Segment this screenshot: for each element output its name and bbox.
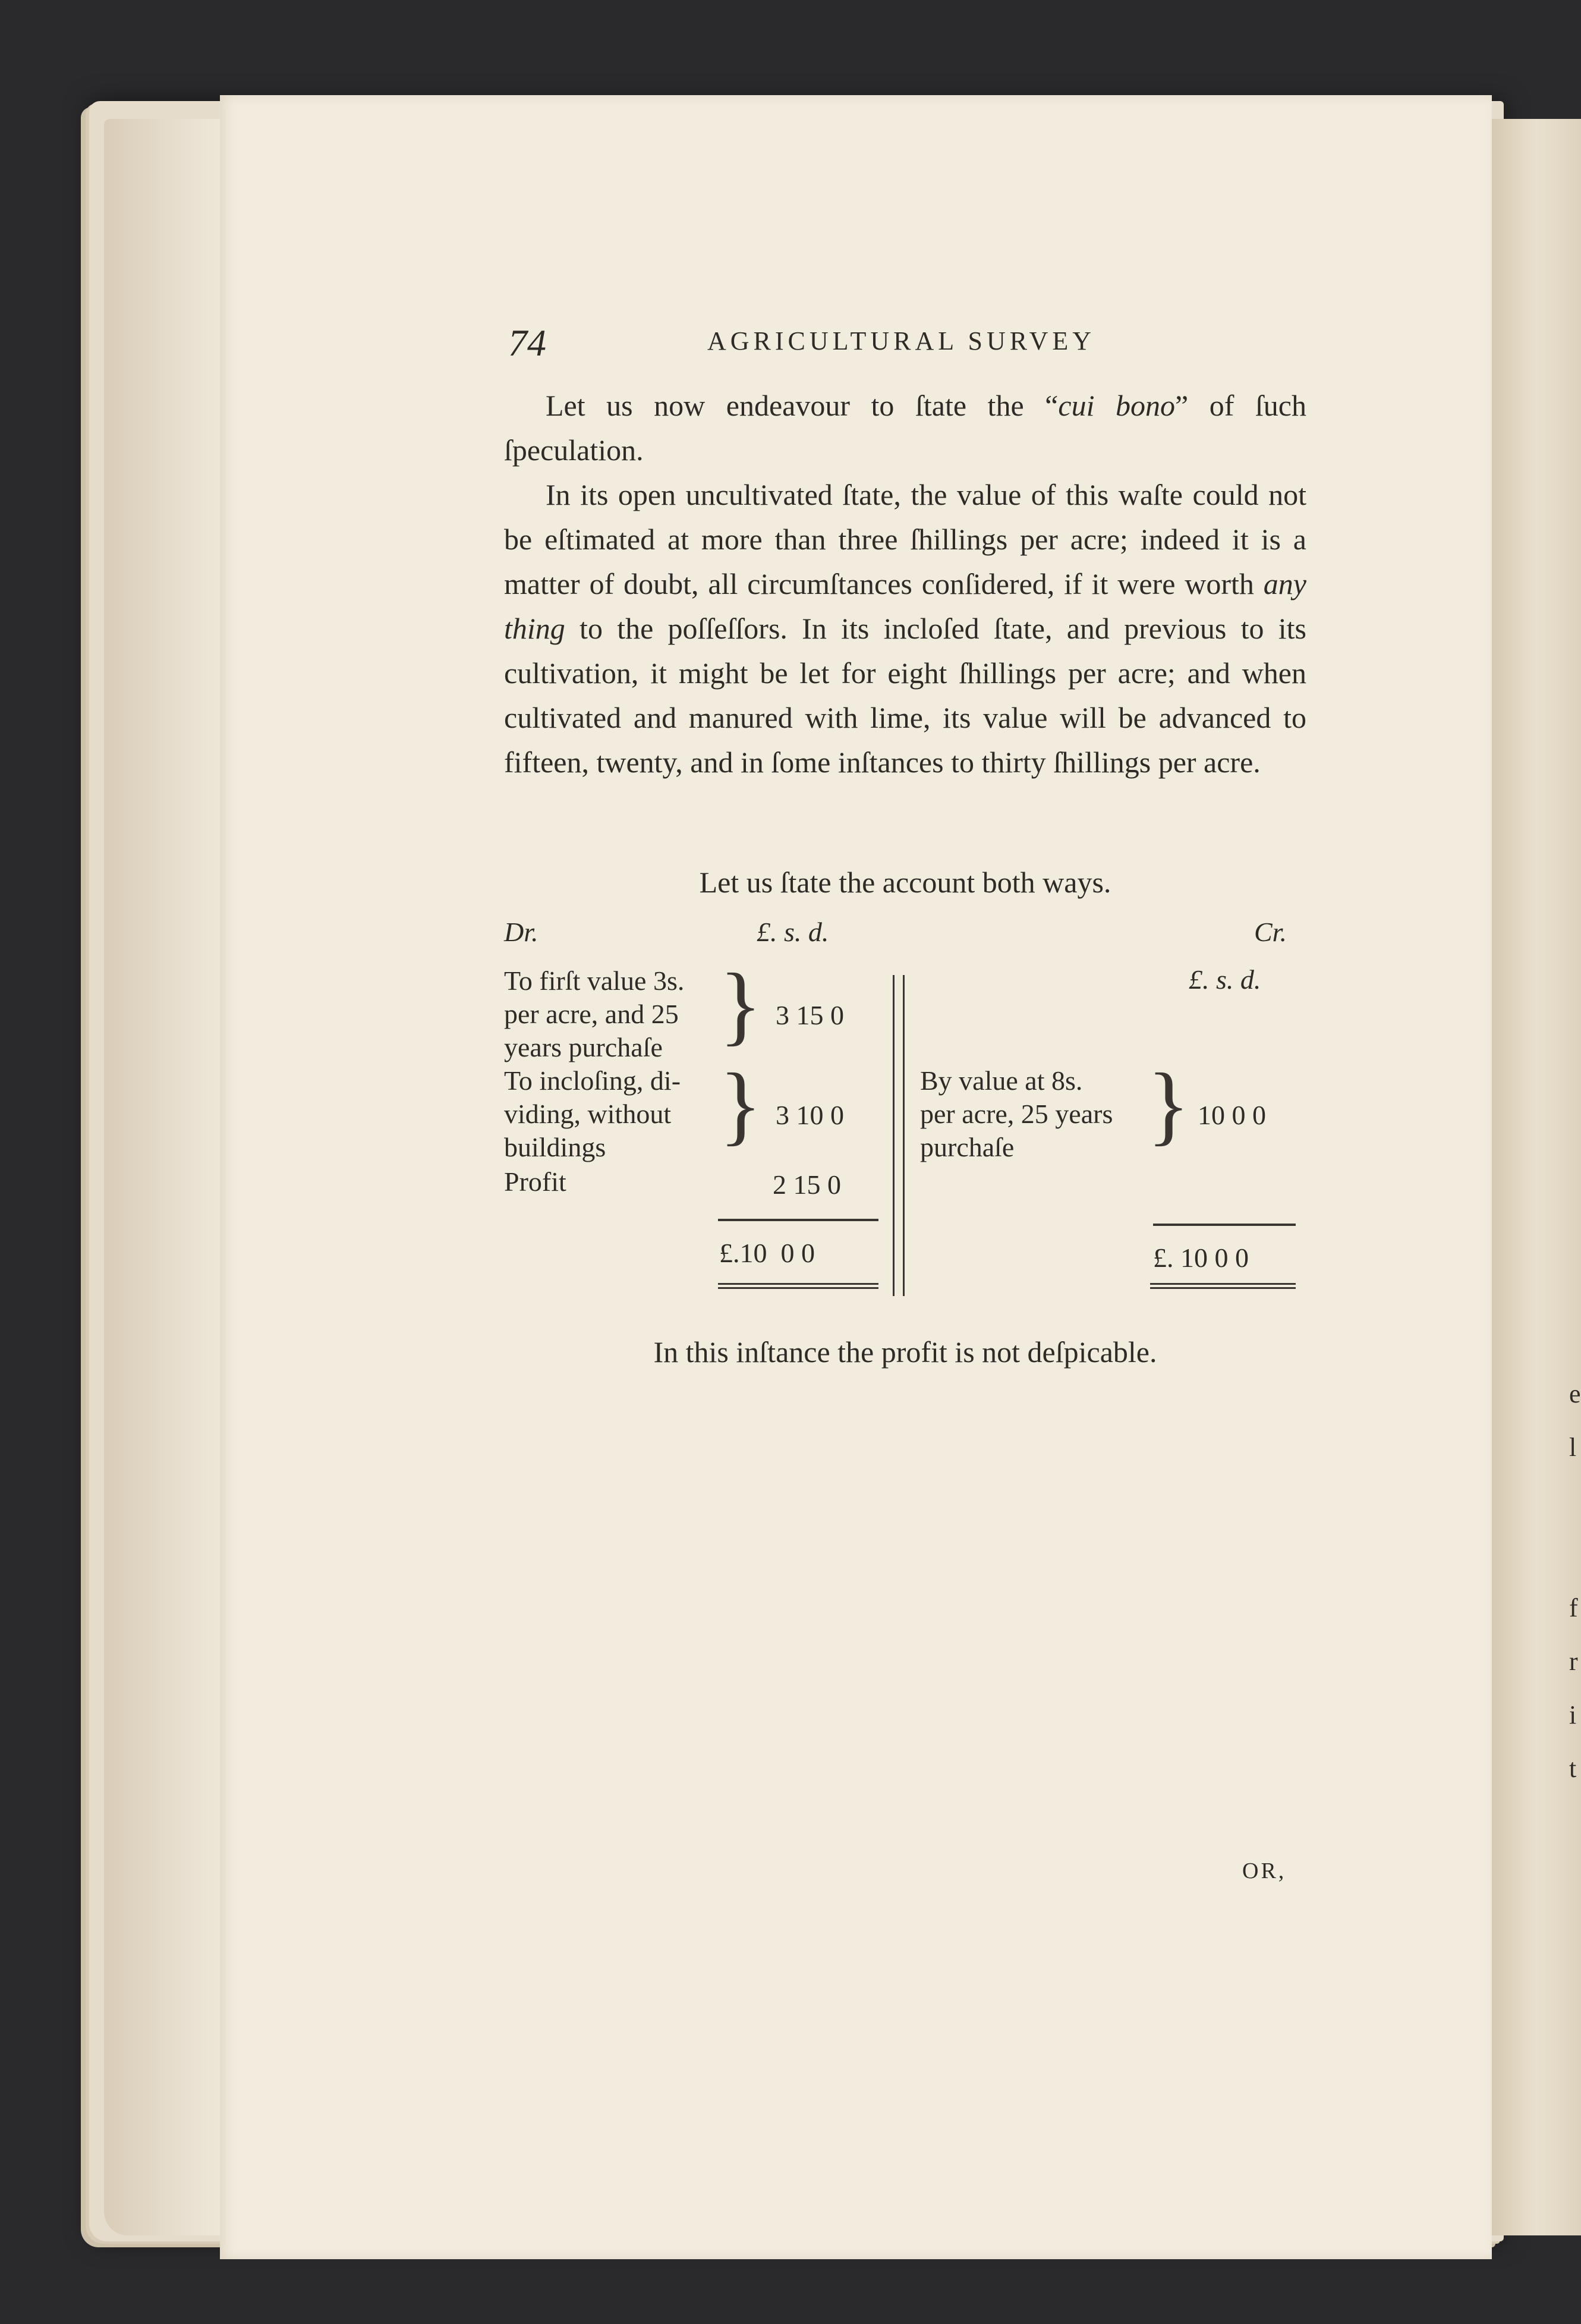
page-edges xyxy=(104,119,229,2235)
brace-icon: } xyxy=(719,955,762,1054)
facing-letter: i xyxy=(1569,1700,1577,1729)
page-header xyxy=(508,321,1305,363)
debit-total: £.10 0 0 xyxy=(719,1238,815,1268)
facing-letter: e xyxy=(1569,1379,1581,1408)
facing-letter: l xyxy=(1569,1433,1577,1462)
debit-columns-label: £. s. d. xyxy=(757,917,829,947)
facing-letter: r xyxy=(1569,1647,1578,1676)
credit-total: £. 10 0 0 xyxy=(1153,1243,1249,1273)
debit-sum-rule xyxy=(718,1219,878,1221)
facing-page-letters xyxy=(1569,1367,1581,1795)
credit-amount: 10 0 0 xyxy=(1198,1100,1266,1130)
debit-entry: To incloſing, di- viding, without buildings xyxy=(504,1065,681,1162)
account-intro: Let us ſtate the account both ways. xyxy=(699,866,1111,899)
debit-total-rule xyxy=(718,1283,878,1289)
credit-label: Cr. xyxy=(1254,917,1287,947)
facing-letter: t xyxy=(1569,1754,1577,1783)
account-divider xyxy=(893,975,905,1296)
paragraph-1: Let us now endeavour to ſtate the “cui bono” of ſuch ſpeculation. xyxy=(504,389,1306,467)
credit-entry: By value at 8s. per acre, 25 years purchaſe xyxy=(920,1065,1113,1162)
running-head: AGRICULTURAL SURVEY xyxy=(707,326,1096,356)
debit-entry: Profit xyxy=(504,1166,566,1197)
credit-total-rule xyxy=(1150,1283,1296,1289)
paragraph-2: In its open uncultivated ſtate, the value of this waſte could not be eſtimated at more than three ſhillings per acre; indeed it is a matter of doubt, all circumſtances conſidered, if it were worth any thing to the poſſeſſors. In its incloſed ſtate, and previous to its cultivation, it might be let for eight ſhillings per acre; and when cultivated and manured with lime, its value will be advanced to fifteen, twenty, and in ſome inſtances to thirty ſhillings per acre. xyxy=(504,478,1306,779)
debit-amount: 3 15 0 xyxy=(776,1000,844,1030)
facing-letter: f xyxy=(1569,1593,1578,1622)
body-text xyxy=(504,383,1306,785)
page-number: 74 xyxy=(508,322,546,364)
debit-entry: To firſt value 3s. per acre, and 25 years purchaſe xyxy=(504,966,685,1062)
credit-sum-rule xyxy=(1153,1224,1296,1226)
facing-page-edge xyxy=(1492,119,1581,2235)
brace-icon: } xyxy=(1147,1055,1190,1154)
debit-amount: 3 10 0 xyxy=(776,1100,844,1130)
account-table xyxy=(499,916,1308,1308)
debit-amount: 2 15 0 xyxy=(773,1169,841,1200)
brace-icon: } xyxy=(719,1055,762,1154)
credit-columns-label: £. s. d. xyxy=(1189,964,1261,995)
account-conclusion: In this inſtance the profit is not deſpicable. xyxy=(653,1335,1157,1369)
debit-label: Dr. xyxy=(504,917,538,947)
catchword: OR, xyxy=(1242,1858,1287,1883)
